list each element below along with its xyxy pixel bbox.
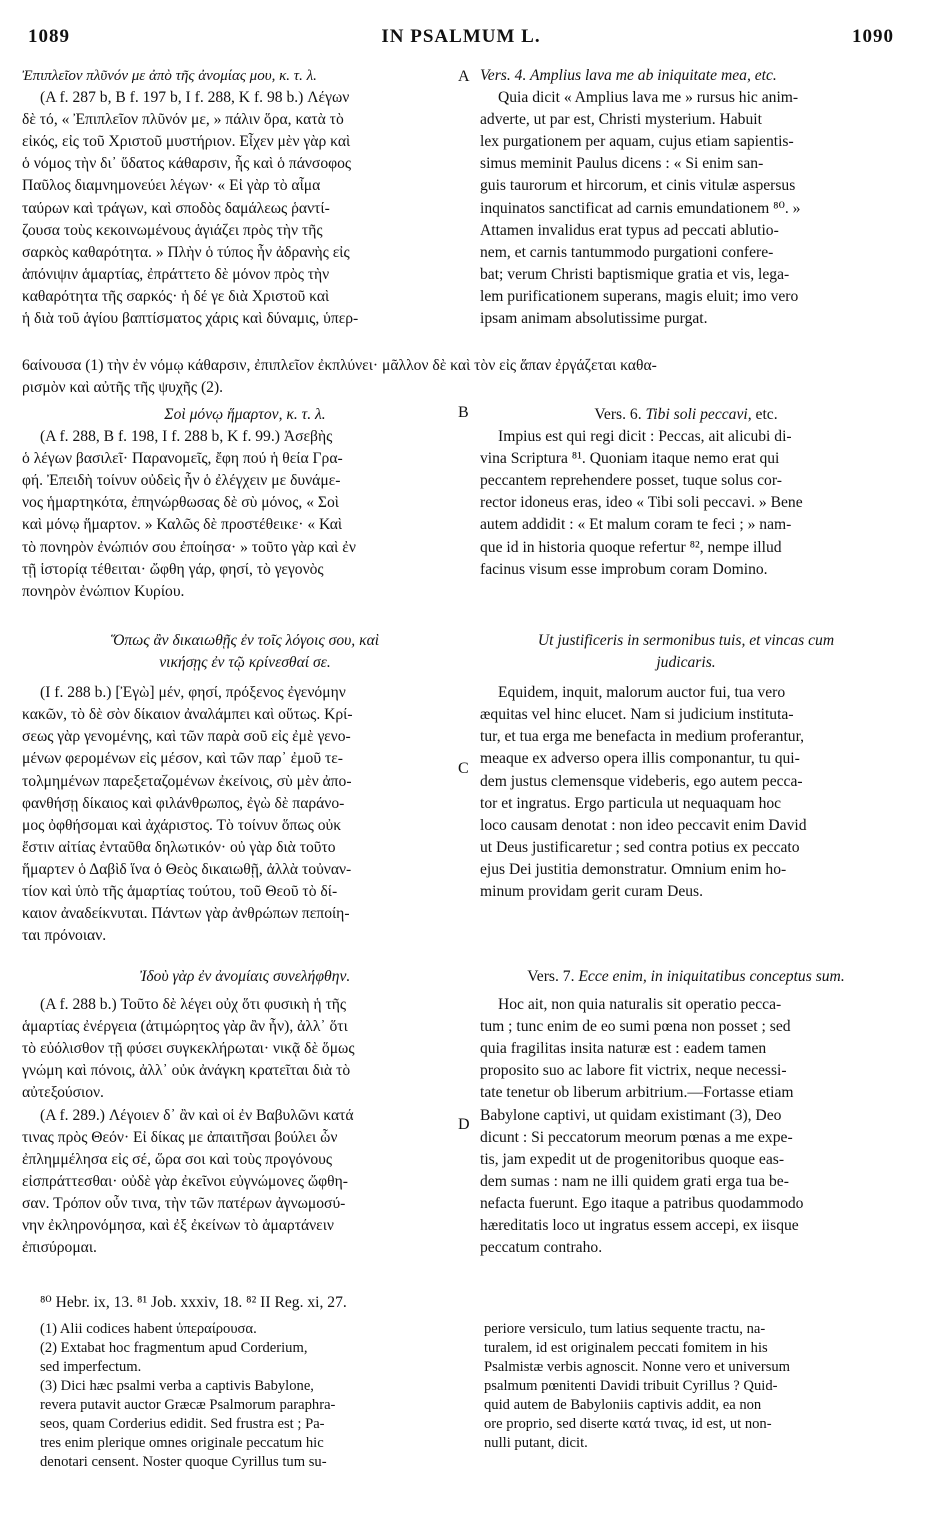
latin-line: guis taurorum et hircorum, et cinis vitulæ aspersus	[480, 177, 796, 195]
greek-line: πονηρὸν ἐνώπιον Κυρίου.	[22, 582, 185, 600]
latin-line: Attamen invalidus erat typus ad peccati ablutio-	[480, 221, 779, 239]
latin-line: minum providam gerit curam Deus.	[480, 883, 704, 901]
latin-line: ipsam animam absolutissime purgat.	[480, 310, 708, 328]
latin-line: tate tenetur ob liberum arbitrium.—Fortasse etiam	[480, 1084, 794, 1102]
latin-line: lex purgationem per aquam, cujus etiam sapientis-	[480, 133, 794, 151]
greek-line: γνώμη καὶ πόνοις, ἀλλ᾽ οὐκ ἀνάγκη κρατεῖται διὰ τὸ	[22, 1062, 351, 1080]
latin-line: adverte, ut par est, Christi mysterium. Habuit	[480, 111, 762, 129]
scripture-references: ⁸⁰ Hebr. ix, 13. ⁸¹ Job. xxxiv, 18. ⁸² II Reg. xi, 27.	[40, 1294, 347, 1311]
greek-line: ἐπισύρομαι.	[22, 1239, 97, 1257]
greek-heading-line: νικήσῃς ἐν τῷ κρίνεσθαί σε.	[159, 654, 331, 672]
latin-heading: Vers. 4. Amplius lava me ab iniquitate mea, etc.	[480, 67, 777, 84]
footnote-line: psalmum pœnitenti Davidi tribuit Cyrillus ? Quid-	[484, 1378, 778, 1394]
latin-line: meaque ex adverso opera illis componantur, tu qui-	[480, 750, 800, 768]
greek-column-section-3	[22, 630, 468, 947]
greek-line: ζουσα τοὺς κεκοινωμένους ἁγιάζει πρὸς τὴν τῆς	[22, 221, 323, 239]
latin-line: inquinatos sanctificat ad carnis emundationem ⁸⁰. »	[480, 199, 801, 217]
greek-line: ἥμαρτεν ὁ Δαβὶδ ἵνα ὁ Θεὸς δικαιωθῇ, ἀλλὰ τοὐναν-	[22, 860, 352, 878]
footnote-line: tres enim plerique omnes originale peccatum hic	[40, 1435, 324, 1451]
latin-heading-text: Tibi soli peccavi,	[645, 406, 752, 423]
greek-column-section-1	[22, 65, 468, 330]
latin-line: autem addidit : « Et malum coram te feci ; » nam-	[480, 516, 792, 534]
greek-line: (A f. 288 b.) Τοῦτο δὲ λέγει οὐχ ὅτι φυσικὴ ἡ τῆς	[40, 996, 347, 1014]
latin-line: proposito suo ac labore fit victrix, neque necessi-	[480, 1062, 787, 1080]
margin-letter-c: C	[458, 760, 469, 777]
margin-letter-b: B	[458, 404, 469, 421]
greek-heading: Σοὶ μόνῳ ἥμαρτον, κ. τ. λ.	[164, 406, 326, 423]
page-number-left: 1089	[28, 26, 70, 47]
latin-line: ut Deus justificaretur ; sed contra potius ex peccato	[480, 838, 800, 856]
greek-full-width-continuation	[22, 355, 892, 399]
greek-line: ἁμαρτίας ἐνέργεια (ἀτιμώρητος γὰρ ἂν ἦν), ἀλλ᾽ ὅτι	[22, 1018, 348, 1036]
greek-line: μένων φερομένων εἰς μέσον, καὶ τῶν παρ᾽ ἐμοῦ τε-	[22, 750, 343, 768]
latin-heading	[480, 404, 892, 426]
greek-line: (A f. 288, B f. 198, I f. 288 b, K f. 99.) Ἀσεβὴς	[40, 428, 333, 446]
greek-heading: Ἐπιπλεῖον πλῦνόν με ἀπὸ τῆς ἀνομίας μου, κ. τ. λ.	[22, 68, 317, 84]
greek-line: νην ἐκληρονόμησα, καὶ ἐξ ἐκείνων τὸ ἁμαρτάνειν	[22, 1217, 334, 1235]
page-number-right: 1090	[852, 26, 894, 47]
footnote-line: sed imperfectum.	[40, 1359, 142, 1375]
greek-heading-line: Ὅπως ἂν δικαιωθῇς ἐν τοῖς λόγοις σου, καὶ	[110, 632, 380, 649]
latin-line: Equidem, inquit, malorum auctor fui, tua vero	[498, 684, 786, 702]
footnote-line: Psalmistæ verbis agnoscit. Nonne vero et universum	[484, 1359, 791, 1375]
latin-line: bat; verum Christi baptismique gratia et vis, lega-	[480, 265, 790, 283]
latin-column-section-2	[480, 404, 892, 581]
greek-line: μος ὀφθήσομαι καὶ ἀχάριστος. Τὸ τοίνυν ὅπως οὐκ	[22, 816, 342, 834]
footnote-line: revera putavit auctor Græcæ Psalmorum paraphra-	[40, 1397, 336, 1413]
latin-line: tur, et tua erga me benefacta in medium proferantur,	[480, 728, 805, 746]
latin-line: tor et ingratus. Ergo particula ut nequaquam hoc	[480, 794, 782, 812]
greek-column-section-4	[22, 966, 468, 1259]
latin-heading-line: Ut justificeris in sermonibus tuis, et vincas cum	[537, 632, 835, 649]
greek-line: ται πρόνοιαν.	[22, 927, 107, 945]
greek-line: ταύρων καὶ τράγων, καὶ σποδὸς δαμάλεως ῥαντί-	[22, 199, 330, 217]
latin-column-section-1	[480, 65, 892, 330]
margin-letter-a: A	[458, 68, 470, 85]
greek-line: (A f. 287 b, B f. 197 b, I f. 288, K f. 98 b.) Λέγων	[40, 89, 350, 107]
latin-line: hæreditatis loco ut ingratus essem accepi, ex iisque	[480, 1217, 799, 1235]
greek-line: νος ἡμαρτηκότα, ἐπηνώρθωσας δὲ σὺ μόνος, « Σοὶ	[22, 494, 339, 512]
latin-line: nem, et carnis tantummodo purgationi confere-	[480, 243, 774, 261]
latin-heading-line: judicaris.	[656, 654, 716, 672]
latin-line: tis, jam expedit ut de progenitoribus quoque eas-	[480, 1150, 785, 1168]
latin-line: lem purificationem superans, magis eluit; imo vero	[480, 287, 799, 305]
greek-line: τῇ ἱστορίᾳ τέθειται· ὤφθη γάρ, φησί, τὸ γεγονὸς	[22, 560, 324, 578]
latin-line: dicunt : Si peccatorum meorum pœnas a me expe-	[480, 1128, 793, 1146]
latin-heading-tail: etc.	[751, 406, 778, 423]
latin-line: ejus Dei justitia demonstratur. Omnium enim ho-	[480, 860, 787, 878]
greek-line: τολμημένων παρεξεταζομένων ἐκείνοις, σὺ μὲν ἀπο-	[22, 772, 352, 790]
greek-line: τὸ πονηρὸν ἐνώπιόν σου ἐποίησα· » τοῦτο γὰρ καὶ ἐν	[22, 538, 356, 556]
greek-line: (A f. 289.) Λέγοιεν δ᾽ ἂν καὶ οἱ ἐν Βαβυλῶνι κατά	[40, 1106, 354, 1124]
latin-line: que id in historia quoque refertur ⁸², nempe illud	[480, 538, 782, 556]
latin-column-section-3	[480, 630, 892, 903]
footnote-line: (2) Extabat hoc fragmentum apud Corderium,	[40, 1340, 308, 1356]
greek-line: τινας πρὸς Θεόν· Εἰ δίκας με ἀπαιτῆσαι βούλει ὧν	[22, 1128, 338, 1146]
greek-line: καθαρότητα τῆς σαρκός· ἡ δέ γε διὰ Χριστοῦ καὶ	[22, 287, 330, 305]
latin-column-section-4	[480, 966, 892, 1259]
latin-line: simus meminit Paulus dicens : « Si enim san-	[480, 155, 764, 173]
footnote-line: periore versiculo, tum latius sequente tractu, na-	[484, 1321, 766, 1337]
latin-line: facinus visum esse improbum coram Domino.	[480, 560, 768, 578]
margin-letter-d: D	[458, 1116, 470, 1133]
latin-line: rector idoneus eras, ideo « Tibi soli peccavi. » Bene	[480, 494, 803, 512]
running-title: IN PSALMUM L.	[381, 26, 541, 47]
greek-line: κακῶν, τὸ δὲ σὸν δίκαιον ἀναλάμπει καὶ οὕτως. Κρί-	[22, 706, 353, 724]
greek-line: δὲ τό, « Ἐπιπλεῖον πλῦνόν με, » πάλιν ὅρα, κατὰ τὸ	[22, 111, 344, 129]
greek-line: σαρκὸς καθαρότητα. » Πλὴν ὁ τύπος ἦν ἀδρανὴς εἰς	[22, 243, 350, 261]
latin-line: peccantem reprehendere posset, tuque solus cor-	[480, 472, 782, 490]
latin-line: Quia dicit « Amplius lava me » rursus hic anim-	[498, 89, 799, 107]
greek-column-section-2	[22, 404, 468, 603]
footnote-line: (1) Alii codices habent ὑπεραίρουσα.	[40, 1321, 257, 1337]
latin-line: æquitas vel hinc elucet. Nam si judicium instituta-	[480, 706, 794, 724]
greek-line: αὐτεξούσιον.	[22, 1084, 104, 1102]
footnote-line: nulli putant, dicit.	[484, 1435, 588, 1451]
latin-heading-text: Ecce enim, in iniquitatibus conceptus sum.	[578, 968, 845, 985]
latin-line: Hoc ait, non quia naturalis sit operatio pecca-	[498, 996, 782, 1014]
greek-line: εἰσπράττεσθαι· οὐδὲ γὰρ ἐκεῖνοι εὐγνώμονες ὤφθη-	[22, 1172, 348, 1190]
latin-line: loco causam denotat : non ideo peccavit enim David	[480, 816, 807, 834]
latin-line: tum ; tunc enim de eo sumi pœna non posset ; sed	[480, 1018, 791, 1036]
greek-line: ρισμὸν καὶ αὐτῆς τῆς ψυχῆς (2).	[22, 379, 224, 397]
footnotes-right-column	[484, 1320, 892, 1453]
greek-line: (I f. 288 b.) [Ἐγὼ] μέν, φησί, πρόξενος ἐγενόμην	[40, 684, 346, 702]
greek-line: ὁ λέγων βασιλεῖ· Παρανομεῖς, ἔφη πού ἡ θεία Γρα-	[22, 450, 343, 468]
greek-line: καὶ μόνῳ ἥμαρτον. » Καλῶς δὲ προστέθεικε· « Καὶ	[22, 516, 343, 534]
greek-line: σεως γὰρ γενομένης, καὶ τῶν παρὰ σοῦ εἰς ἐμὲ γενο-	[22, 728, 351, 746]
footnotes-left-column	[40, 1320, 468, 1472]
footnote-line: turalem, id est originalem peccati fomitem in his	[484, 1340, 768, 1356]
footnote-line: (3) Dici hæc psalmi verba a captivis Babylone,	[40, 1378, 314, 1394]
latin-line: dem sumas : nam ne illi quidem grati erga tua be-	[480, 1172, 789, 1190]
latin-line: Impius est qui regi dicit : Peccas, ait alicubi di-	[498, 428, 792, 446]
greek-line: Παῦλος διαμνημονεύει λέγων· « Εἰ γὰρ τὸ αἷμα	[22, 177, 321, 195]
latin-line: Babylone captivi, ut quidam existimant (3), Deo	[480, 1106, 782, 1124]
greek-line: εἰκός, εἰς τοῦ Χριστοῦ μυστήριον. Εἶχεν μὲν γὰρ καὶ	[22, 133, 351, 151]
latin-line: nefacta fuerunt. Ego itaque a patribus quodammodo	[480, 1194, 804, 1212]
latin-heading	[480, 966, 892, 988]
latin-heading-verse: Vers. 6.	[594, 406, 646, 423]
latin-line: quia fragilitas insita naturæ est : eadem tamen	[480, 1040, 767, 1058]
greek-line: τὸ εὐόλισθον τῇ φύσει συγκεκλήρωται· νικᾷ δὲ ὅμως	[22, 1040, 355, 1058]
footnote-line: seos, quam Corderius edidit. Sed frustra est ; Pa-	[40, 1416, 325, 1432]
greek-heading: Ἰδοὺ γὰρ ἐν ἀνομίαις συνελήφθην.	[139, 968, 351, 985]
greek-line: καιον ἀναδείκνυται. Πάντων γὰρ ἀνθρώπων πεποίη-	[22, 905, 350, 923]
greek-line: τίον καὶ ὑπὸ τῆς ἁμαρτίας τούτου, τοῦ Θεοῦ τὸ δί-	[22, 883, 338, 901]
latin-heading-verse: Vers. 7.	[527, 968, 579, 985]
footnote-line: denotari censent. Noster quoque Cyrillus tum su-	[40, 1454, 327, 1470]
greek-line: ἡ διὰ τοῦ ἁγίου βαπτίσματος χάρις καὶ δύναμις, ὑπερ-	[22, 310, 359, 328]
greek-line: σαν. Τρόπον οὖν τινα, τὴν τῶν πατέρων ἀγνωμοσύ-	[22, 1194, 346, 1212]
greek-line: ἀπόνιψιν ἁμαρτίας, ἐπράττετο δὲ μόνον πρὸς τὴν	[22, 265, 330, 283]
latin-line: dem justus clemensque videberis, ego autem pecca-	[480, 772, 803, 790]
greek-line: ἔστιν αἰτίας ἐνταῦθα δηλωτικόν· οὐ γὰρ διὰ τοῦτο	[22, 838, 336, 856]
running-header	[28, 26, 894, 54]
greek-line: ἐπλημμέλησα εἰς σέ, ὥρα σοι καὶ τοὺς προγόνους	[22, 1150, 333, 1168]
latin-line: peccatum contraho.	[480, 1239, 603, 1257]
footnote-line: quid autem de Babyloniis captivis addit, ea non	[484, 1397, 762, 1413]
greek-line: 6αίνουσα (1) τὴν ἐν νόμῳ κάθαρσιν, ἐπιπλεῖον ἐκπλύνει· μᾶλλον δὲ καὶ τὸν εἰς ἅπαν ἐργάζεται καθα-	[22, 357, 657, 374]
greek-line: φή. Ἐπειδὴ τοίνυν οὐδεὶς ἦν ὁ ἐλέγχειν με δυνάμε-	[22, 472, 341, 490]
footnote-line: ore proprio, sed diserte κατά τινας, id est, ut non-	[484, 1416, 772, 1432]
latin-line: vina Scriptura ⁸¹. Quoniam itaque nemo erat qui	[480, 450, 780, 468]
greek-line: ὁ νόμος τὴν δι᾽ ὕδατος κάθαρσιν, ἧς καὶ ὁ πάνσοφος	[22, 155, 352, 173]
greek-line: φανθήσῃ δίκαιος καὶ φιλάνθρωπος, ἐγὼ δὲ παράνο-	[22, 794, 345, 812]
